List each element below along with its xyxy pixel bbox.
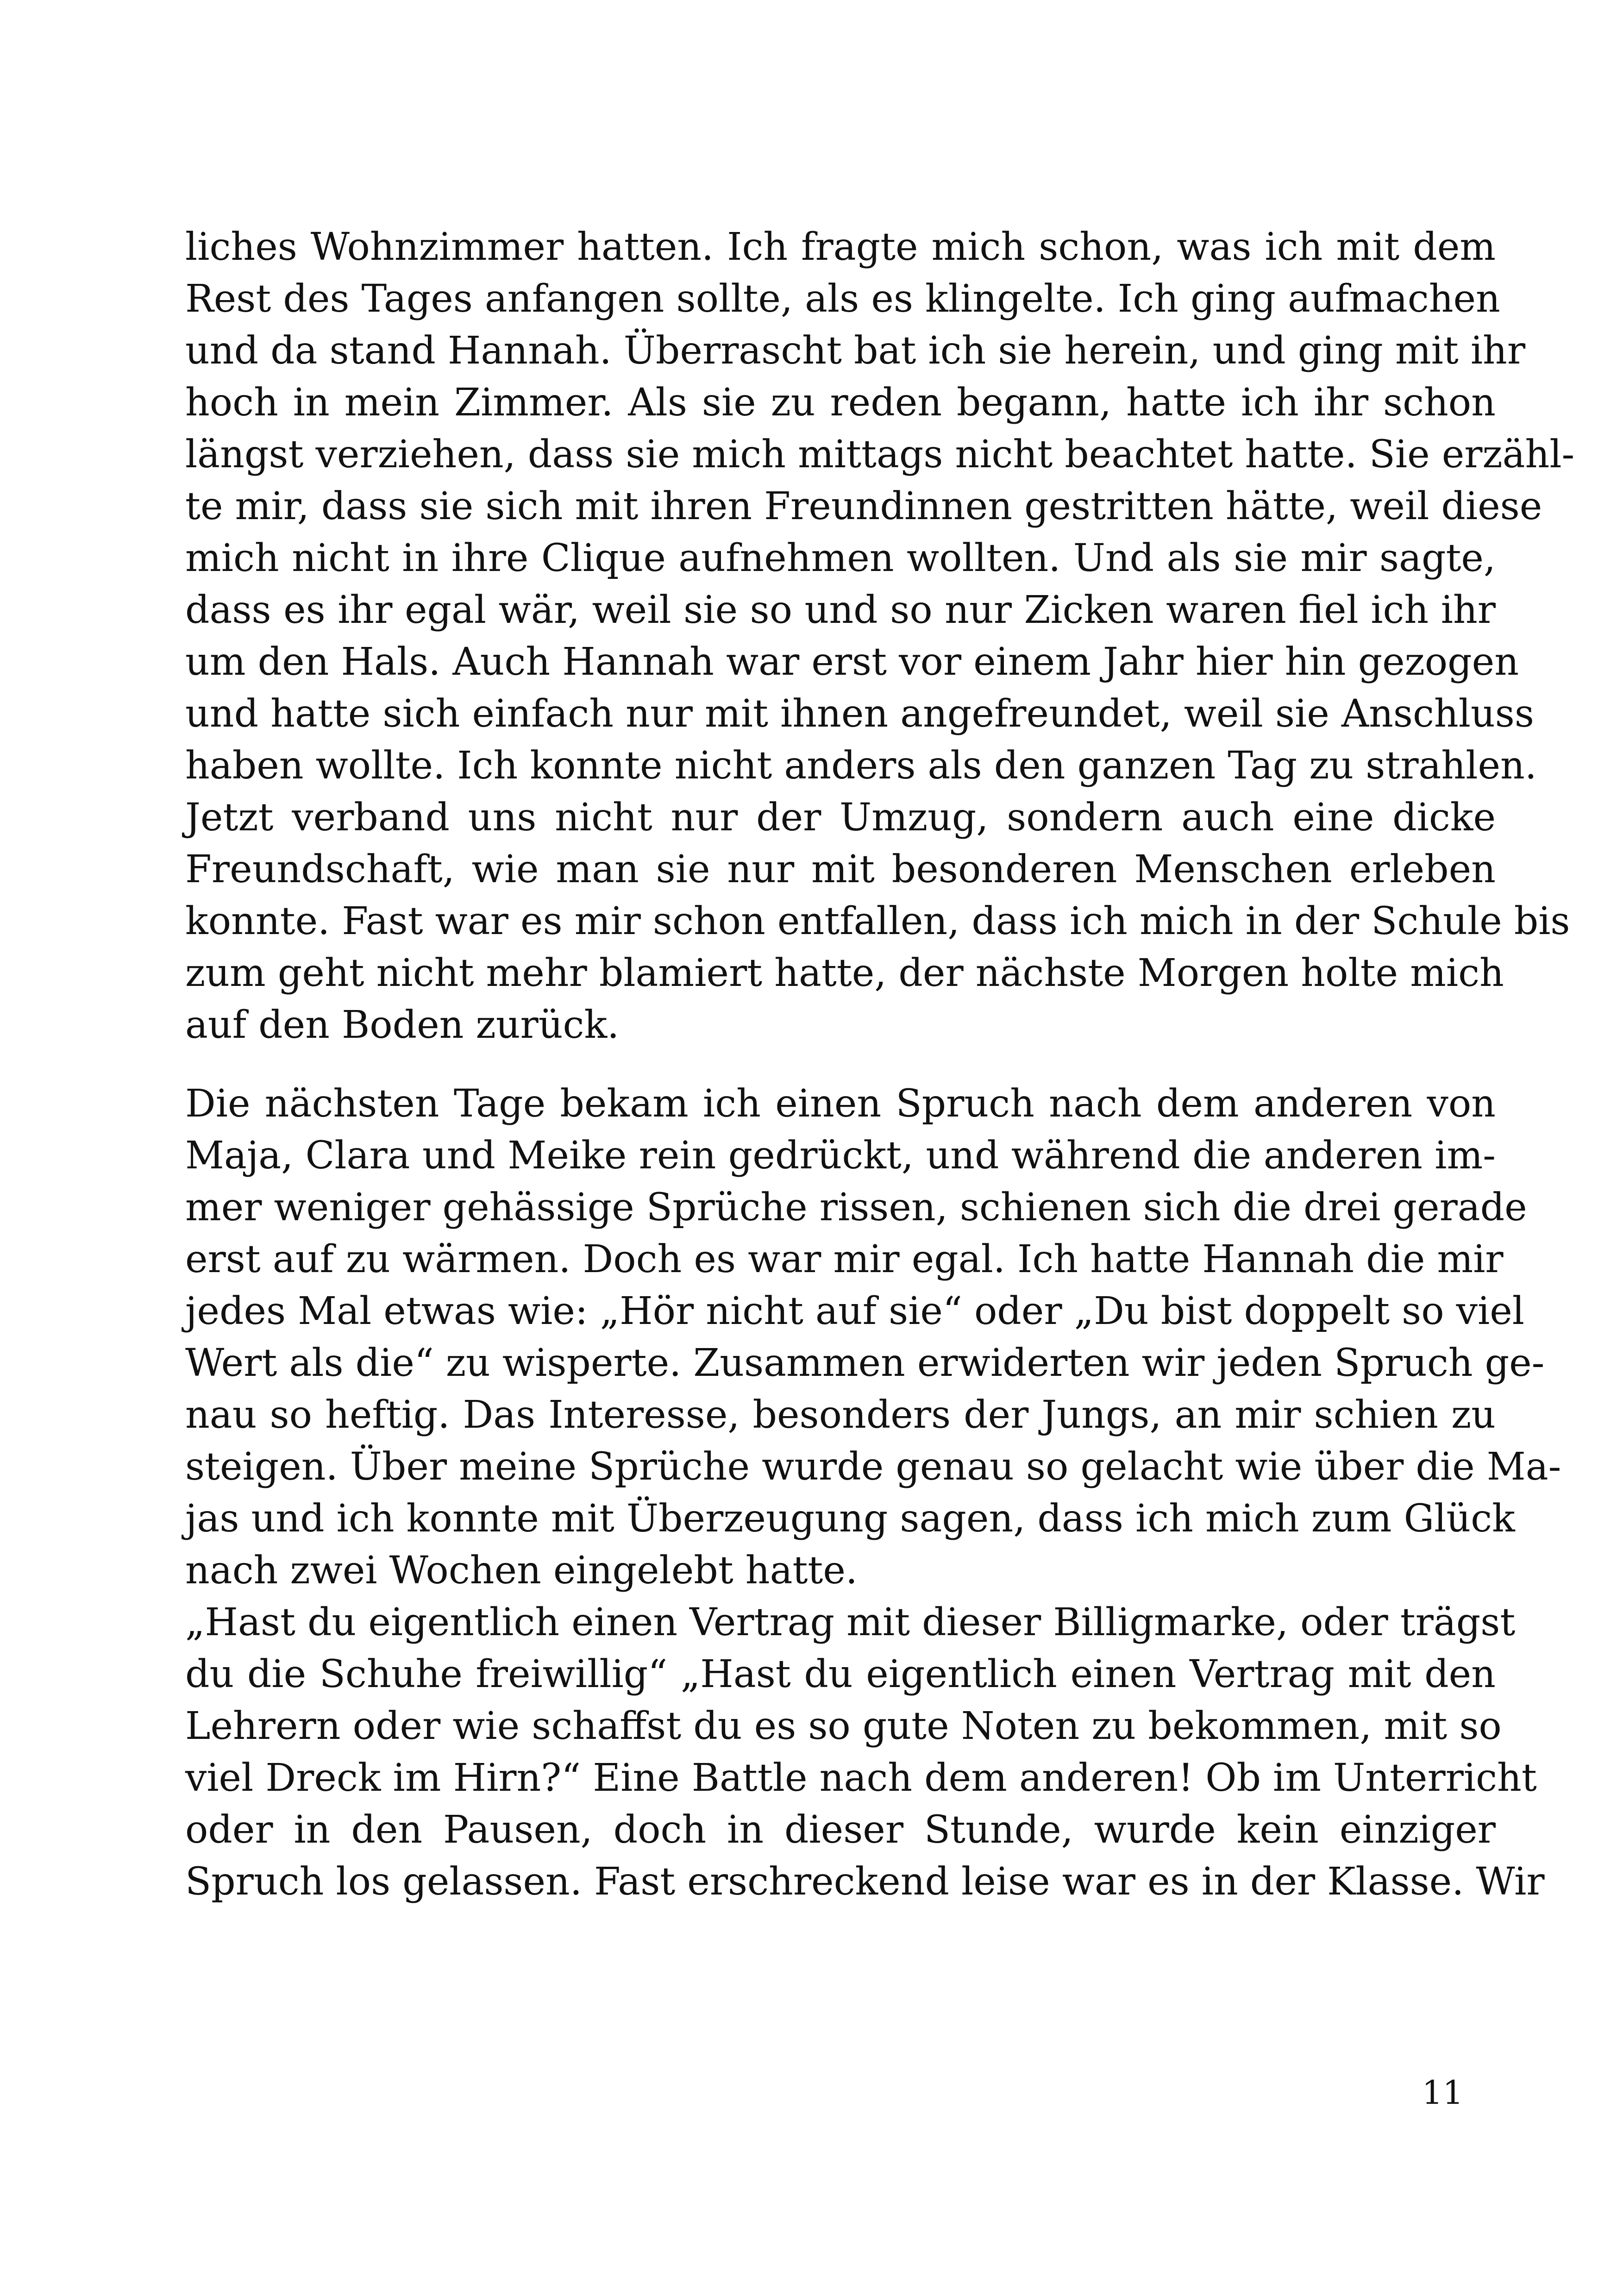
text-line: Spruch los gelassen. Fast erschreckend leise war es in der Klasse. Wir xyxy=(185,1860,1545,1904)
text-line: mer weniger gehässige Sprüche rissen, schienen sich die drei gerade xyxy=(185,1186,1527,1230)
text-line: erst auf zu wärmen. Doch es war mir egal. Ich hatte Hannah die mir xyxy=(185,1237,1504,1281)
text-line: zum geht nicht mehr blamiert hatte, der nächste Morgen holte mich xyxy=(185,951,1504,995)
text-line: oder in den Pausen, doch in dieser Stunde, wurde kein einziger xyxy=(185,1808,1496,1852)
text-line: um den Hals. Auch Hannah war erst vor einem Jahr hier hin gezogen xyxy=(185,640,1519,684)
text-line: haben wollte. Ich konnte nicht anders als den ganzen Tag zu strahlen. xyxy=(185,744,1537,788)
text-line: nach zwei Wochen eingelebt hatte. xyxy=(185,1549,858,1593)
text-line: Maja, Clara und Meike rein gedrückt, und während die anderen im- xyxy=(185,1134,1496,1178)
text-line: längst verziehen, dass sie mich mittags nicht beachtet hatte. Sie erzähl- xyxy=(185,433,1575,477)
text-line: steigen. Über meine Sprüche wurde genau so gelacht wie über die Ma- xyxy=(185,1445,1561,1489)
text-line: du die Schuhe freiwillig“ „Hast du eigentlich einen Vertrag mit den xyxy=(185,1652,1496,1696)
text-line: Die nächsten Tage bekam ich einen Spruch nach dem anderen von xyxy=(185,1082,1496,1126)
text-line: Lehrern oder wie schaffst du es so gute Noten zu bekommen, mit so xyxy=(185,1704,1502,1748)
page-number: 11 xyxy=(1422,2074,1463,2112)
text-line: mich nicht in ihre Clique aufnehmen wollten. Und als sie mir sagte, xyxy=(185,536,1496,580)
paragraph-2 xyxy=(185,1078,1561,1908)
text-line: auf den Boden zurück. xyxy=(185,1003,620,1047)
text-line: Freundschaft, wie man sie nur mit besonderen Menschen erleben xyxy=(185,847,1496,891)
text-line: Rest des Tages anfangen sollte, als es klingelte. Ich ging aufmachen xyxy=(185,277,1500,321)
text-line: Wert als die“ zu wisperte. Zusammen erwiderten wir jeden Spruch ge- xyxy=(185,1341,1545,1385)
text-line: liches Wohnzimmer hatten. Ich fragte mich schon, was ich mit dem xyxy=(185,225,1496,269)
text-line: jedes Mal etwas wie: „Hör nicht auf sie“ oder „Du bist doppelt so viel xyxy=(185,1289,1524,1333)
paragraph-1 xyxy=(185,221,1575,1051)
text-line: nau so heftig. Das Interesse, besonders der Jungs, an mir schien zu xyxy=(185,1393,1496,1437)
text-line: Jetzt verband uns nicht nur der Umzug, sondern auch eine dicke xyxy=(185,796,1496,840)
text-line: und hatte sich einfach nur mit ihnen angefreundet, weil sie Anschluss xyxy=(185,692,1534,736)
text-line: und da stand Hannah. Überrascht bat ich sie herein, und ging mit ihr xyxy=(185,329,1526,373)
text-line: te mir, dass sie sich mit ihren Freundinnen gestritten hätte, weil diese xyxy=(185,484,1542,528)
text-line: jas und ich konnte mit Überzeugung sagen, dass ich mich zum Glück xyxy=(185,1497,1515,1541)
text-line: dass es ihr egal wär, weil sie so und so nur Zicken waren fiel ich ihr xyxy=(185,588,1496,632)
text-line: „Hast du eigentlich einen Vertrag mit dieser Billigmarke, oder trägst xyxy=(185,1600,1516,1644)
text-line: konnte. Fast war es mir schon entfallen, dass ich mich in der Schule bis xyxy=(185,899,1570,943)
text-line: viel Dreck im Hirn?“ Eine Battle nach dem anderen! Ob im Unterricht xyxy=(185,1756,1537,1800)
text-line: hoch in mein Zimmer. Als sie zu reden begann, hatte ich ihr schon xyxy=(185,381,1496,425)
